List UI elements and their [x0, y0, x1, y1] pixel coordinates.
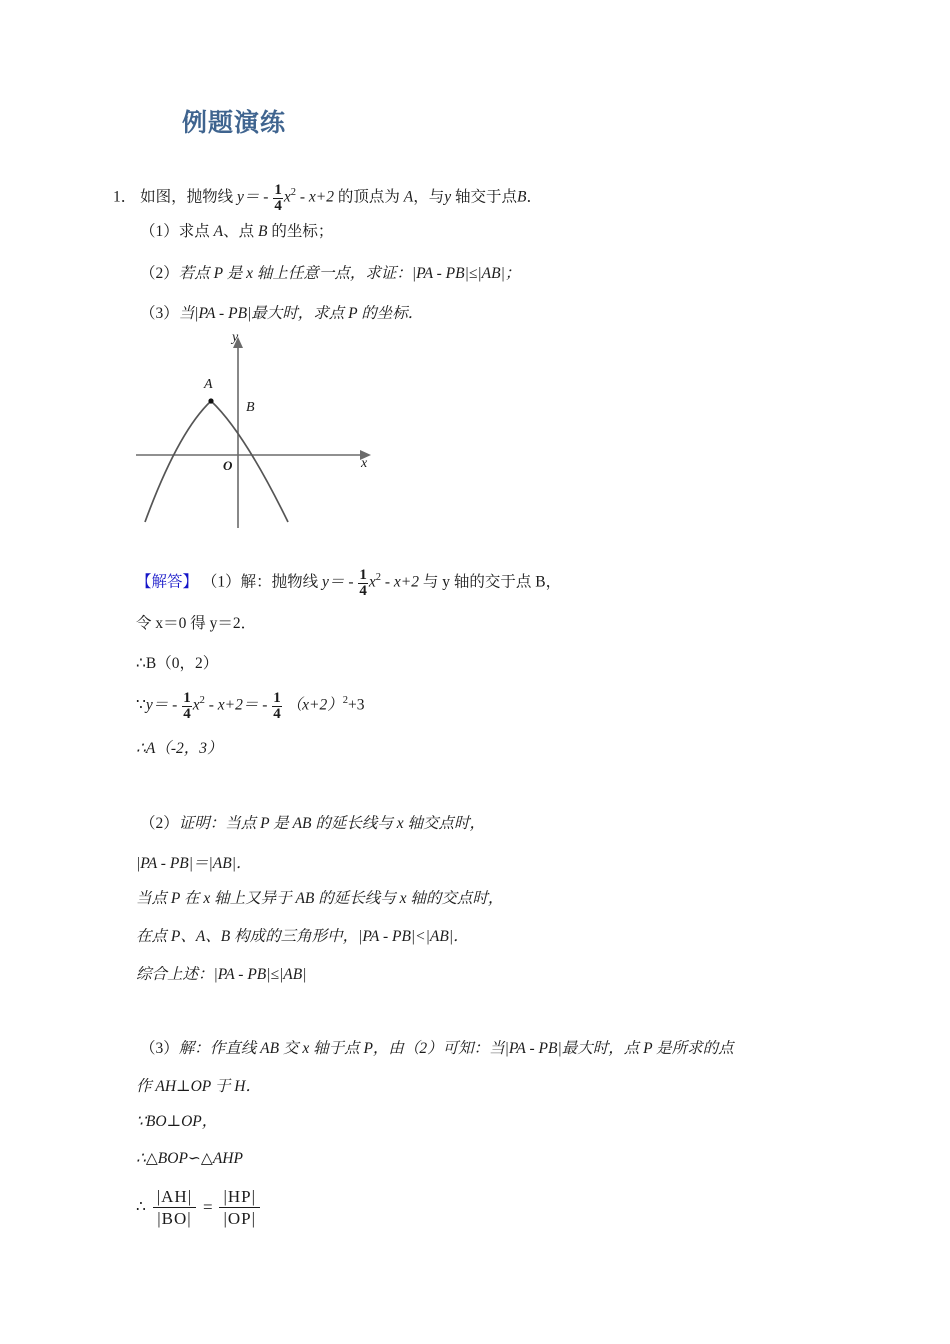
- ratio-num-right: |HP|: [219, 1186, 260, 1208]
- stem-formula-minus: -: [263, 188, 269, 206]
- sub-question-1-p4: 的坐标；: [267, 223, 334, 240]
- answer-formula-minus: -: [348, 573, 354, 591]
- stem-formula-variable: x: [283, 188, 291, 206]
- figure-label-a: A: [204, 377, 213, 392]
- answer-line4-fraction-1: [182, 691, 192, 723]
- answer-line4-minus1: -: [172, 696, 178, 714]
- answer-line4-exp2: 2: [342, 695, 349, 707]
- answer-part2-line2: |PA - PB|＝|AB|．: [136, 855, 252, 872]
- sub-question-1-p3: B: [258, 223, 268, 240]
- stem-formula-lhs: y＝: [237, 188, 260, 206]
- ratio-equals: =: [203, 1197, 213, 1217]
- stem-mid: ，与: [413, 188, 445, 206]
- answer-formula-tail: 与 y 轴的交于点 B，: [422, 573, 562, 591]
- answer-line4-num1: 1: [183, 689, 191, 706]
- problem-number: 1．: [113, 188, 137, 206]
- sub-question-2: [140, 265, 520, 282]
- answer-line4-var1: x: [192, 696, 200, 714]
- problem-stem-text: 如图，抛物线: [140, 188, 234, 206]
- ratio-right-fraction: [219, 1186, 260, 1230]
- answer-part3-label: （3）: [140, 1040, 179, 1057]
- answer-part2-line3: 当点 P 在 x 轴上又异于 AB 的延长线与 x 轴的交点时，: [136, 890, 504, 907]
- problem-stem: [113, 182, 542, 214]
- sub-question-2-text: 若点 P 是 x 轴上任意一点，求证：|PA - PB|≤|AB|；: [178, 265, 521, 282]
- answer-part3-ratio: [136, 1186, 263, 1230]
- stem-formula-rest: - x+2: [299, 188, 335, 206]
- answer-part1-lead: 解：抛物线: [240, 573, 319, 591]
- figure-label-y-axis: y: [232, 330, 239, 345]
- answer-formula-variable: x: [368, 573, 376, 591]
- answer-part3-line4: ∴△BOP∽△AHP: [136, 1150, 243, 1167]
- figure-label-x-axis: x: [361, 456, 368, 471]
- answer-line4-den2: 4: [273, 706, 281, 723]
- vertex-point-a: [208, 398, 213, 403]
- answer-part1-line5: [136, 740, 223, 757]
- answer-part2-line4: 在点 P、A、B 构成的三角形中，|PA - PB|<|AB|．: [136, 928, 469, 945]
- answer-line4-prefix: ∵: [136, 696, 146, 714]
- answer-formula-lhs: y＝: [322, 573, 345, 591]
- answer-line4-lhs: y＝: [145, 696, 169, 714]
- answer-part1-line1: [136, 567, 561, 599]
- answer-line4-exp1: 2: [199, 695, 205, 707]
- answer-part2-label: （2）: [140, 815, 179, 832]
- figure-label-origin: O: [223, 458, 233, 473]
- ratio-den-right: |OP|: [223, 1209, 257, 1229]
- sub-question-1-p0: 求点: [178, 223, 214, 240]
- answer-part1-line5-text: ∴A（-2，3）: [136, 740, 223, 757]
- axis-y-label: y: [444, 188, 452, 206]
- answer-line4-fraction-2: [272, 691, 282, 723]
- answer-part2-text1: 证明：当点 P 是 AB 的延长线与 x 轴交点时，: [178, 815, 486, 832]
- answer-fraction-denominator: 4: [359, 583, 367, 600]
- point-a-label: A: [403, 188, 414, 206]
- answer-part1-line3: ∴B（0，2）: [136, 655, 219, 672]
- answer-line4-plus: +3: [348, 696, 365, 714]
- answer-part3-line2: 作 AH⊥OP 于 H．: [136, 1078, 261, 1095]
- answer-line4-minus2: -: [262, 696, 268, 714]
- point-b-label: B: [517, 188, 527, 206]
- fraction-one-quarter: [273, 183, 283, 215]
- ratio-prefix: ∴: [136, 1198, 146, 1216]
- figure-label-b: B: [246, 400, 255, 415]
- answer-tag: 【解答】: [136, 573, 199, 591]
- sub-question-1-label: （1）: [140, 223, 179, 240]
- stem-tail: 轴交于点: [455, 188, 518, 206]
- sub-question-3-label: （3）: [140, 305, 179, 322]
- answer-fraction-numerator: 1: [359, 566, 367, 583]
- parabola-curve: [145, 401, 288, 522]
- parabola-figure: [128, 332, 378, 544]
- answer-formula-rest: - x+2: [384, 573, 420, 591]
- answer-fraction-one-quarter: [358, 568, 368, 600]
- ratio-num-left: |AH|: [153, 1186, 196, 1208]
- answer-part1-line4: [136, 690, 365, 722]
- page-title: 例题演练: [182, 110, 287, 137]
- sub-question-1-p1: A: [213, 223, 224, 240]
- answer-line4-den1: 4: [183, 706, 191, 723]
- answer-line4-tail: （x+2）: [286, 696, 343, 714]
- answer-part2-line5: 综合上述：|PA - PB|≤|AB|: [136, 966, 307, 983]
- answer-formula-exponent: 2: [375, 572, 382, 584]
- sub-question-2-label: （2）: [140, 265, 179, 282]
- sub-question-1: [140, 223, 333, 240]
- answer-part1-line2: 令 x＝0 得 y＝2．: [136, 615, 257, 632]
- answer-part3-line1: [140, 1040, 734, 1057]
- stem-formula-exponent: 2: [290, 187, 296, 199]
- answer-part3-text1: 解：作直线 AB 交 x 轴于点 P，由（2）可知：当|PA - PB|最大时，点 P 是所求的点: [178, 1040, 734, 1057]
- sub-question-3-text: 当|PA - PB|最大时，求点 P 的坐标．: [178, 305, 424, 322]
- fraction-denominator: 4: [274, 198, 282, 215]
- fraction-numerator: 1: [274, 181, 282, 198]
- ratio-den-left: |BO|: [157, 1209, 192, 1229]
- stem-period: ．: [526, 188, 543, 206]
- answer-line4-num2: 1: [273, 689, 281, 706]
- answer-part2-line1: [140, 815, 485, 832]
- sub-question-1-p2: 、点: [223, 223, 259, 240]
- answer-part3-line3: ∵BO⊥OP，: [136, 1113, 218, 1130]
- sub-question-3: [140, 305, 423, 322]
- parabola-svg: [128, 332, 378, 544]
- ratio-left-fraction: [153, 1186, 196, 1230]
- stem-after-formula: 的顶点为: [337, 188, 400, 206]
- answer-part1-label: （1）: [201, 573, 241, 591]
- answer-line4-mid: - x+2＝: [208, 696, 259, 714]
